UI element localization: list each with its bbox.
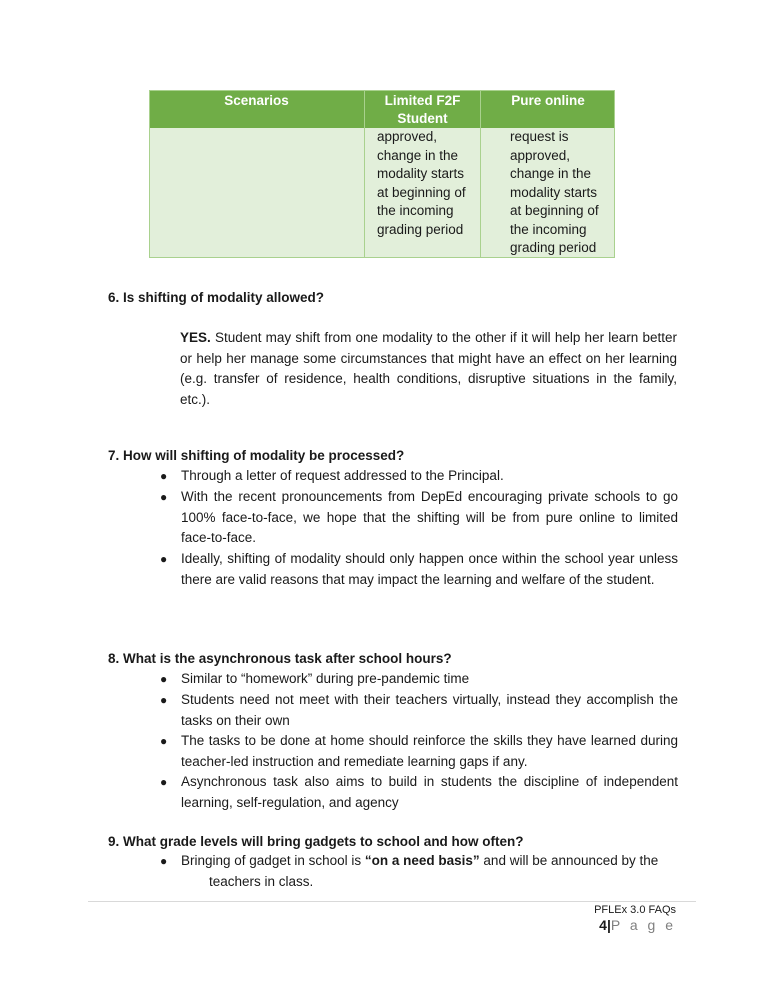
page-separator: | — [606, 917, 611, 933]
page-number — [599, 917, 676, 933]
cell-line: at beginning of — [377, 184, 466, 200]
cell-line: approved, — [510, 147, 571, 163]
cell-line: the incoming — [377, 203, 454, 218]
q7-bullet-2: With the recent pronouncements from DepEd encouraging private schools to go 100% face-to-face, we hope that the shifting will be from pure online to limited face-to-face. — [181, 489, 678, 545]
cell-line: modality starts — [510, 184, 598, 200]
cell-line: at beginning of — [510, 203, 599, 218]
question-8: 8. What is the asynchronous task after school hours? — [108, 651, 452, 666]
bullet-dot: ● — [160, 775, 168, 789]
cell-line: approved, — [377, 129, 438, 144]
question-9: 9. What grade levels will bring gadgets to school and how often? — [108, 834, 524, 849]
bullet-dot: ● — [160, 672, 168, 686]
bullet-dot: ● — [160, 854, 168, 868]
cell-line: request is — [510, 129, 569, 144]
answer-6-body: Student may shift from one modality to the other if it will help her learn better or help her manage some circumstances that might have an effect on her learning (e.g. transfer of residence, health conditions, disruptive situations in the family, etc.). — [180, 330, 677, 407]
q7-bullet-1: Through a letter of request addressed to the Principal. — [181, 468, 504, 483]
bullet-dot: ● — [160, 693, 168, 707]
q9-bullet-line2: teachers in class. — [209, 874, 314, 889]
q8-bullet-4: Asynchronous task also aims to build in students the discipline of independent learning, self-regulation, and agency — [181, 774, 678, 810]
q9-bullet-pre: Bringing of gadget in school is — [181, 853, 365, 868]
q8-bullet-3: The tasks to be done at home should reinforce the skills they have learned during teacher-led instruction and remediate learning gaps if any. — [181, 733, 678, 769]
cell-line: change in the — [510, 166, 592, 181]
q7-bullet-3: Ideally, shifting of modality should only happen once within the school year unless there are valid reasons that may impact the learning and welfare of the student. — [181, 551, 678, 587]
page-word: P a g e — [610, 917, 676, 933]
bullet-dot: ● — [160, 552, 168, 566]
q8-bullet-2: Students need not meet with their teachers virtually, instead they accomplish the tasks on their own — [181, 692, 678, 728]
cell-pure-online — [510, 128, 599, 258]
cell-limited-f2f — [377, 128, 466, 239]
question-6: 6. Is shifting of modality allowed? — [108, 290, 325, 305]
bullet-dot: ● — [160, 469, 168, 483]
footer-divider — [88, 901, 696, 902]
answer-6-lead: YES. — [180, 330, 211, 345]
modality-table — [149, 90, 615, 258]
header-limited-f2f: Limited F2F Student — [384, 93, 461, 126]
q9-bullet-post: and will be announced by the — [479, 853, 659, 868]
header-pure-online: Pure online — [511, 93, 585, 108]
page-number-value: 4 — [599, 917, 607, 933]
answer-6 — [180, 328, 677, 410]
q9-bullet-bold: “on a need basis” — [364, 853, 480, 868]
question-7: 7. How will shifting of modality be processed? — [108, 448, 405, 463]
cell-line: the incoming — [510, 221, 587, 237]
footer-title: PFLEx 3.0 FAQs — [594, 904, 676, 916]
cell-line: change in the — [377, 147, 459, 163]
q8-bullet-1: Similar to “homework” during pre-pandemic time — [181, 671, 470, 686]
header-scenarios: Scenarios — [224, 93, 289, 108]
cell-line: grading period — [377, 221, 464, 237]
cell-line: modality starts — [377, 166, 465, 181]
bullet-dot: ● — [160, 490, 168, 504]
cell-line: grading period — [510, 240, 597, 255]
bullet-dot: ● — [160, 734, 168, 748]
q9-bullet-1 — [181, 851, 678, 872]
